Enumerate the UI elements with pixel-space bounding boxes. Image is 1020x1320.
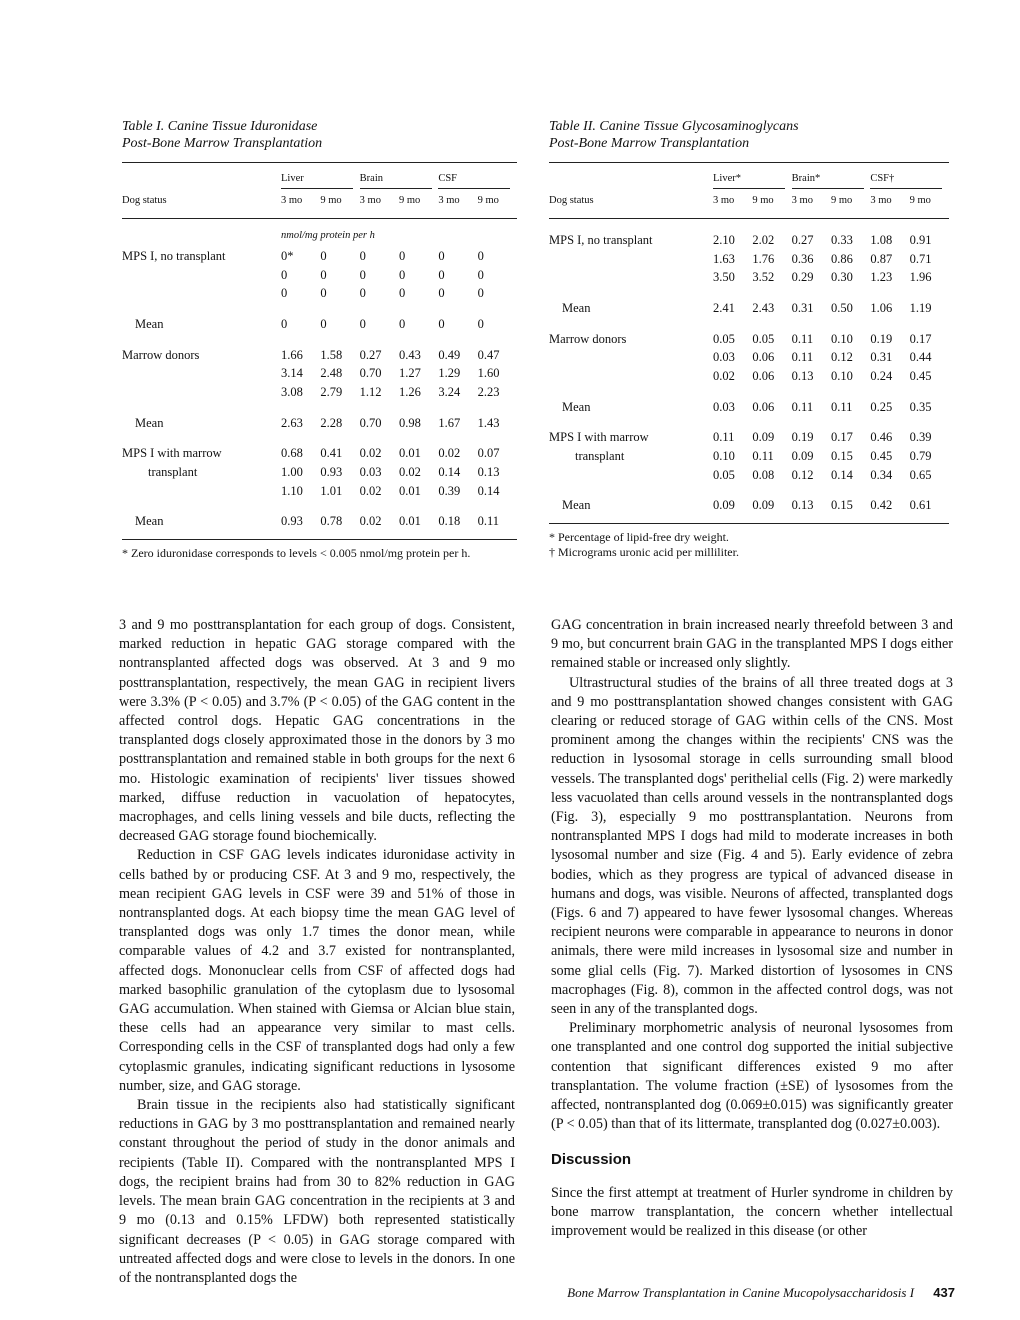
table-cell: 0.11 (791, 331, 814, 346)
row-label (122, 364, 281, 383)
table-cell: 0.27 (359, 347, 382, 362)
table-1-caption (122, 118, 517, 152)
table-cell: 0.02 (359, 483, 382, 498)
table-cell: 0.39 (909, 430, 932, 445)
table-cell: 0.09 (791, 449, 814, 464)
table-cell: 0.12 (830, 350, 853, 365)
table-cell: 0.14 (477, 483, 500, 498)
table-cell: 0 (281, 267, 288, 282)
table-1-group-csf: CSF (438, 163, 517, 196)
col-header: 9 mo (320, 195, 342, 206)
col-header: 9 mo (909, 195, 931, 206)
table-row (122, 414, 517, 433)
body-column-right (551, 616, 953, 1241)
table-cell: 0.70 (359, 366, 382, 381)
table-2 (549, 118, 949, 560)
row-label: Mean (562, 399, 591, 414)
table-cell: 1.29 (438, 366, 461, 381)
table-row (122, 346, 517, 365)
table-2-row-header: Dog status (549, 195, 594, 206)
table-cell: 3.08 (281, 384, 303, 399)
table-1-row-header: Dog status (122, 195, 167, 206)
table-cell: 0.11 (791, 399, 814, 414)
table-1-group-brain: Brain (360, 163, 439, 196)
paragraph: Ultrastructural studies of the brains of all three treated dogs at 3 and 9 mo posttransplantation showed changes consistent with GAG clearing or reduced storage of GAG within cells of the CNS. Most prominent among the changes within the recipients' CNS was the reduction in lysosomal storage in cells surrounding small blood vessels. The transplanted dogs' perithelial cells (Fig. 2) were markedly less vacuolated than cells around vessels in the nontransplanted dogs (Fig. 3), especially 9 mo posttransplantation. Neurons from nontransplanted MPS I dogs had mild to moderate increases in both lysosomal number and size (Fig. 4 and 5). Early evidence of zebra bodies, which as they progress are typical of advanced disease in humans and dogs, was visible. Neurons of affected, transplanted dogs (Figs. 6 and 7) appeared to have fewer lysosomal changes. Whereas recipient neurons were comparable in appearance to neurons in donor animals, there were mild increases in lysosomal size and number in some glial cells (Fig. 7). Marked distortion of lysosomes in CNS macrophages (Fig. 8), common in the affected control dogs, was not seen in any of the transplanted dogs. (551, 674, 953, 1018)
table-cell: 0.09 (752, 498, 775, 513)
row-label: MPS I, no transplant (549, 232, 653, 247)
running-footer-title: Bone Marrow Transplantation in Canine Mucopolysaccharidosis I (567, 1285, 915, 1300)
table-2-caption (549, 118, 949, 152)
col-header: 9 mo (477, 195, 499, 206)
col-header: 9 mo (752, 195, 774, 206)
table-2-footnotes (549, 523, 949, 560)
col-header: 3 mo (359, 195, 381, 206)
table-1-body (122, 219, 517, 532)
table-cell: 0.09 (752, 430, 775, 445)
table-cell: 0.45 (870, 449, 893, 464)
table-cell: 0.11 (791, 350, 814, 365)
col-header: 3 mo (438, 195, 460, 206)
table-cell: 0 (438, 316, 445, 331)
table-row (122, 247, 517, 266)
table-1-group-liver: Liver (281, 163, 360, 196)
row-label (549, 466, 713, 485)
row-label: transplant (575, 449, 625, 464)
table-cell: 0.91 (909, 232, 932, 247)
table-cell: 2.23 (477, 384, 500, 399)
table-1-caption-line2: Post-Bone Marrow Transplantation (122, 136, 323, 151)
row-label: Mean (135, 514, 164, 529)
table-cell: 0.36 (791, 251, 814, 266)
table-row (549, 348, 949, 367)
table-cell: 0.08 (752, 467, 775, 482)
table-cell: 0.30 (830, 270, 853, 285)
table-cell: 1.10 (281, 483, 303, 498)
table-row (122, 364, 517, 383)
table-cell: 0.43 (398, 347, 421, 362)
table-cell: 0.61 (909, 498, 932, 513)
table-cell: 0.93 (320, 465, 343, 480)
table-cell: 0.02 (359, 514, 382, 529)
table-row (549, 429, 949, 448)
col-header: 3 mo (281, 195, 303, 206)
table-cell: 0.02 (398, 465, 421, 480)
table-cell: 1.67 (438, 415, 461, 430)
table-cell: 0.31 (791, 300, 814, 315)
table-row (549, 330, 949, 349)
table-cell: 0.05 (713, 331, 735, 346)
row-label: Marrow donors (549, 331, 627, 346)
table-cell: 0.05 (713, 467, 735, 482)
table-row (549, 268, 949, 287)
table-cell: 0 (398, 316, 406, 331)
table-cell: 0 (281, 286, 288, 301)
table-cell: 0.71 (909, 251, 932, 266)
col-header: 3 mo (870, 195, 892, 206)
table-cell: 0.14 (830, 467, 853, 482)
table-cell: 1.01 (320, 483, 343, 498)
table-cell: 0.17 (909, 331, 932, 346)
table-row (122, 513, 517, 532)
table-cell: 0.12 (791, 467, 814, 482)
table-cell: 2.02 (752, 232, 775, 247)
table-cell: 0.46 (870, 430, 893, 445)
row-label (549, 268, 713, 287)
row-label (122, 284, 281, 303)
table-cell: 0.13 (791, 368, 814, 383)
table-cell: 0.87 (870, 251, 893, 266)
table-cell: 0.07 (477, 446, 500, 461)
table-cell: 0.10 (830, 368, 853, 383)
row-label (122, 482, 281, 501)
table-cell: 1.76 (752, 251, 775, 266)
table-cell: 2.43 (752, 300, 775, 315)
table-cell: 0.86 (830, 251, 853, 266)
table-cell: 1.63 (713, 251, 735, 266)
col-header: 3 mo (713, 195, 735, 206)
table-cell: 0.31 (870, 350, 893, 365)
table-cell: 0.06 (752, 350, 775, 365)
table-cell: 0.47 (477, 347, 500, 362)
table-cell: 0.01 (398, 514, 421, 529)
table-cell: 0.45 (909, 368, 932, 383)
table-cell: 0 (359, 267, 366, 282)
table-cell: 1.00 (281, 465, 303, 480)
table-cell: 0.33 (830, 232, 853, 247)
table-cell: 0.01 (398, 446, 421, 461)
table-cell: 0.34 (870, 467, 893, 482)
paragraph: Reduction in CSF GAG levels indicates iduronidase activity in cells bathed by or producing CSF. At 3 and 9 mo, respectively, the mean recipient GAG levels in CSF were 39 and 51% of those in nontransplanted dogs. At each biopsy time the mean GAG level of transplanted dogs was only 1.7 times the donor mean, while comparable values of 4.2 and 3.7 existed for nontransplanted, affected dogs. Mononuclear cells from CSF of affected dogs had marked basophilic granulation of the cytoplasm due to lysosomal GAG accumulation. When stained with Giemsa or Alcian blue stain, these cells had an appearance very similar to mast cells. Corresponding cells in the CSF of transplanted dogs had only a few cytoplasmic granules, indicating significant reductions in lysosome number, size, and GAG storage. (119, 847, 515, 1094)
table-2-group-brain: Brain* (792, 163, 871, 196)
table-cell: 0.10 (713, 449, 735, 464)
row-label: Marrow donors (122, 347, 200, 362)
row-label: Mean (135, 415, 164, 430)
table-row (549, 367, 949, 386)
table-cell: 0.19 (870, 331, 893, 346)
table-row (549, 497, 949, 516)
table-cell: 0.02 (438, 446, 461, 461)
table-cell: 0.14 (438, 465, 461, 480)
row-label (122, 266, 281, 285)
paragraph: Preliminary morphometric analysis of neuronal lysosomes from one transplanted and one control dog supported the initial subjective contention that significant differences existed 9 mo after transplantation. The volume fraction (±SE) of lysosomes from the affected, nontransplanted dog (0.069±0.015) was significantly greater (P < 0.05) than that of its littermate, transplanted dog (0.027±0.003). (551, 1020, 953, 1133)
table-cell: 0.03 (713, 399, 735, 414)
col-header: 3 mo (791, 195, 813, 206)
table-cell: 2.79 (320, 384, 343, 399)
paragraph: Since the first attempt at treatment of Hurler syndrome in children by bone marrow transplantation, the concern whether intellectual improvement would be realized in this disease (or other (551, 1184, 953, 1240)
row-label: Mean (562, 300, 591, 315)
table-cell: 0.06 (752, 399, 775, 414)
table-cell: 0 (398, 267, 406, 282)
table-cell: 0.11 (477, 514, 500, 529)
table-cell: 0 (398, 286, 406, 301)
table-cell: 1.23 (870, 270, 893, 285)
table-cell: 0.39 (438, 483, 461, 498)
table-cell: 1.66 (281, 347, 303, 362)
table-cell: 0.41 (320, 446, 343, 461)
table-row (549, 398, 949, 417)
table-cell: 0 (359, 316, 366, 331)
table-cell: 0.03 (359, 465, 382, 480)
paragraph: 3 and 9 mo posttransplantation for each group of dogs. Consistent, marked reduction in hepatic GAG storage compared with the nontransplanted affected dogs was observed. At 3 and 9 mo posttransplantation, respectively, the mean GAG in recipient livers were 3.3% (P < 0.05) and 3.7% (P < 0.05) of the GAG content in the affected control dogs. Hepatic GAG concentrations in the transplanted dogs closely approximated those in the donors by 3 mo posttransplantation and remained stable in both groups for the next 6 mo. Histologic examination of recipients' liver tissues showed marked, diffuse reduction in vacuolation of hepatocytes, macrophages, and cells lining vessels and bile ducts, reflecting the decreased GAG storage found biochemically. (119, 617, 515, 845)
table-cell: 2.41 (713, 300, 735, 315)
table-cell: 0.70 (359, 415, 382, 430)
table-cell: 0 (398, 248, 406, 263)
table-cell: 3.14 (281, 366, 303, 381)
paragraph: Brain tissue in the recipients also had statistically significant reductions in GAG by 3 mo posttransplantation and remained nearly constant throughout the period of study in the donor animals and recipients (Table II). Compared with the nontransplanted MPS I dogs, the recipient brains had from 30 to 82% reduction in GAG levels. The mean brain GAG concentration in the recipients at 3 and 9 mo (0.13 and 0.15% LFDW) both represented statistically significant decreases (P < 0.05) in GAG storage compared with untreated affected dogs and were close to levels in the donors. In one of the nontransplanted dogs the (119, 1097, 515, 1286)
table-cell: 0.10 (830, 331, 853, 346)
table-cell: 0 (477, 248, 484, 263)
table-cell: 0 (281, 316, 288, 331)
table-cell: 0 (359, 286, 366, 301)
table-row (122, 463, 517, 482)
col-header: 9 mo (398, 195, 421, 206)
table-cell: 0.42 (870, 498, 893, 513)
table-cell: 0 (477, 316, 484, 331)
table-cell: 0.19 (791, 430, 814, 445)
table-cell: 0.68 (281, 446, 303, 461)
table-row (549, 466, 949, 485)
row-label: Mean (135, 316, 164, 331)
table-row (122, 383, 517, 402)
table-cell: 0.50 (830, 300, 853, 315)
table-cell: 0.65 (909, 467, 932, 482)
table-row (549, 299, 949, 318)
row-label: Mean (562, 498, 591, 513)
table-cell: 1.58 (320, 347, 343, 362)
table-cell: 0.44 (909, 350, 932, 365)
table-cell: 0.25 (870, 399, 893, 414)
table-row (122, 266, 517, 285)
table-cell: 0* (281, 248, 294, 263)
table-cell: 0 (438, 267, 445, 282)
table-cell: 0 (320, 267, 327, 282)
table-cell: 0.15 (830, 449, 853, 464)
table-cell: 0.06 (752, 368, 775, 383)
table-cell: 3.52 (752, 270, 775, 285)
table-row (549, 250, 949, 269)
table-cell: 1.60 (477, 366, 500, 381)
table-2-caption-line1: Table II. Canine Tissue Glycosaminoglycans (549, 119, 799, 134)
table-cell: 1.08 (870, 232, 893, 247)
table-cell: 0.24 (870, 368, 893, 383)
table-cell: 2.48 (320, 366, 343, 381)
section-heading-discussion: Discussion (551, 1151, 632, 1169)
table-1 (122, 118, 517, 561)
table-cell: 1.27 (398, 366, 421, 381)
body-column-left (119, 616, 515, 1288)
col-header: 9 mo (830, 195, 853, 206)
table-cell: 0.17 (830, 430, 853, 445)
table-2-group-liver: Liver* (713, 163, 792, 196)
table-cell: 0.11 (752, 449, 774, 464)
table-1-grid (122, 162, 517, 531)
table-cell: 0 (359, 248, 366, 263)
table-cell: 0.02 (713, 368, 735, 383)
table-2-grid (549, 162, 949, 515)
row-label: MPS I with marrow (122, 446, 222, 461)
table-2-footnote-1: * Percentage of lipid-free dry weight. (549, 530, 729, 545)
row-label (549, 367, 713, 386)
table-cell: 0.98 (398, 415, 421, 430)
table-cell: 0.11 (713, 430, 735, 445)
table-cell: 0.03 (713, 350, 735, 365)
paragraph: GAG concentration in brain increased nearly threefold between 3 and 9 mo, but concurrent brain GAG in the transplanted MPS I dogs either remained stable or increased only slightly. (551, 617, 953, 672)
table-cell: 0.35 (909, 399, 932, 414)
table-row (549, 447, 949, 466)
page-number: 437 (933, 1285, 955, 1300)
row-label: MPS I, no transplant (122, 248, 226, 263)
row-label (549, 250, 713, 269)
table-cell: 0.18 (438, 514, 461, 529)
running-footer (500, 1285, 955, 1301)
table-cell: 0 (477, 286, 484, 301)
table-cell: 0.13 (477, 465, 500, 480)
table-cell: 0.93 (281, 514, 303, 529)
table-2-group-csf: CSF† (870, 163, 949, 196)
table-cell: 0 (477, 267, 484, 282)
table-cell: 0 (320, 286, 327, 301)
table-cell: 0.78 (320, 514, 343, 529)
table-2-footnote-2: † Micrograms uronic acid per milliliter. (549, 545, 739, 560)
table-cell: 1.12 (359, 384, 382, 399)
table-row (122, 445, 517, 464)
table-cell: 1.96 (909, 270, 932, 285)
table-2-body (549, 219, 949, 516)
table-cell: 1.06 (870, 300, 893, 315)
table-row (122, 482, 517, 501)
table-cell: 0.13 (791, 498, 814, 513)
table-cell: 0.27 (791, 232, 814, 247)
table-1-caption-line1: Table I. Canine Tissue Iduronidase (122, 119, 318, 134)
table-cell: 3.24 (438, 384, 461, 399)
table-row (122, 315, 517, 334)
table-cell: 2.63 (281, 415, 303, 430)
table-cell: 0.01 (398, 483, 421, 498)
row-label (122, 383, 281, 402)
row-label: transplant (148, 465, 198, 480)
table-1-unit: nmol/mg protein per h (281, 229, 375, 241)
table-cell: 0 (438, 248, 445, 263)
table-cell: 0 (438, 286, 445, 301)
table-cell: 0.05 (752, 331, 775, 346)
table-1-footnote: * Zero iduronidase corresponds to levels < 0.005 nmol/mg protein per h. (122, 539, 517, 561)
table-cell: 1.26 (398, 384, 421, 399)
table-cell: 0 (320, 316, 327, 331)
table-cell: 0.02 (359, 446, 382, 461)
table-cell: 2.10 (713, 232, 735, 247)
row-label: MPS I with marrow (549, 430, 649, 445)
table-cell: 0.09 (713, 498, 735, 513)
table-cell: 2.28 (320, 415, 343, 430)
table-row (549, 231, 949, 250)
table-cell: 0.79 (909, 449, 932, 464)
table-cell: 0.11 (830, 399, 853, 414)
table-cell: 0.15 (830, 498, 853, 513)
table-cell: 0.29 (791, 270, 814, 285)
table-cell: 1.19 (909, 300, 932, 315)
row-label (549, 348, 713, 367)
table-cell: 0.49 (438, 347, 461, 362)
table-2-caption-line2: Post-Bone Marrow Transplantation (549, 136, 750, 151)
table-cell: 1.43 (477, 415, 500, 430)
table-row (122, 284, 517, 303)
table-cell: 3.50 (713, 270, 735, 285)
table-cell: 0 (320, 248, 327, 263)
